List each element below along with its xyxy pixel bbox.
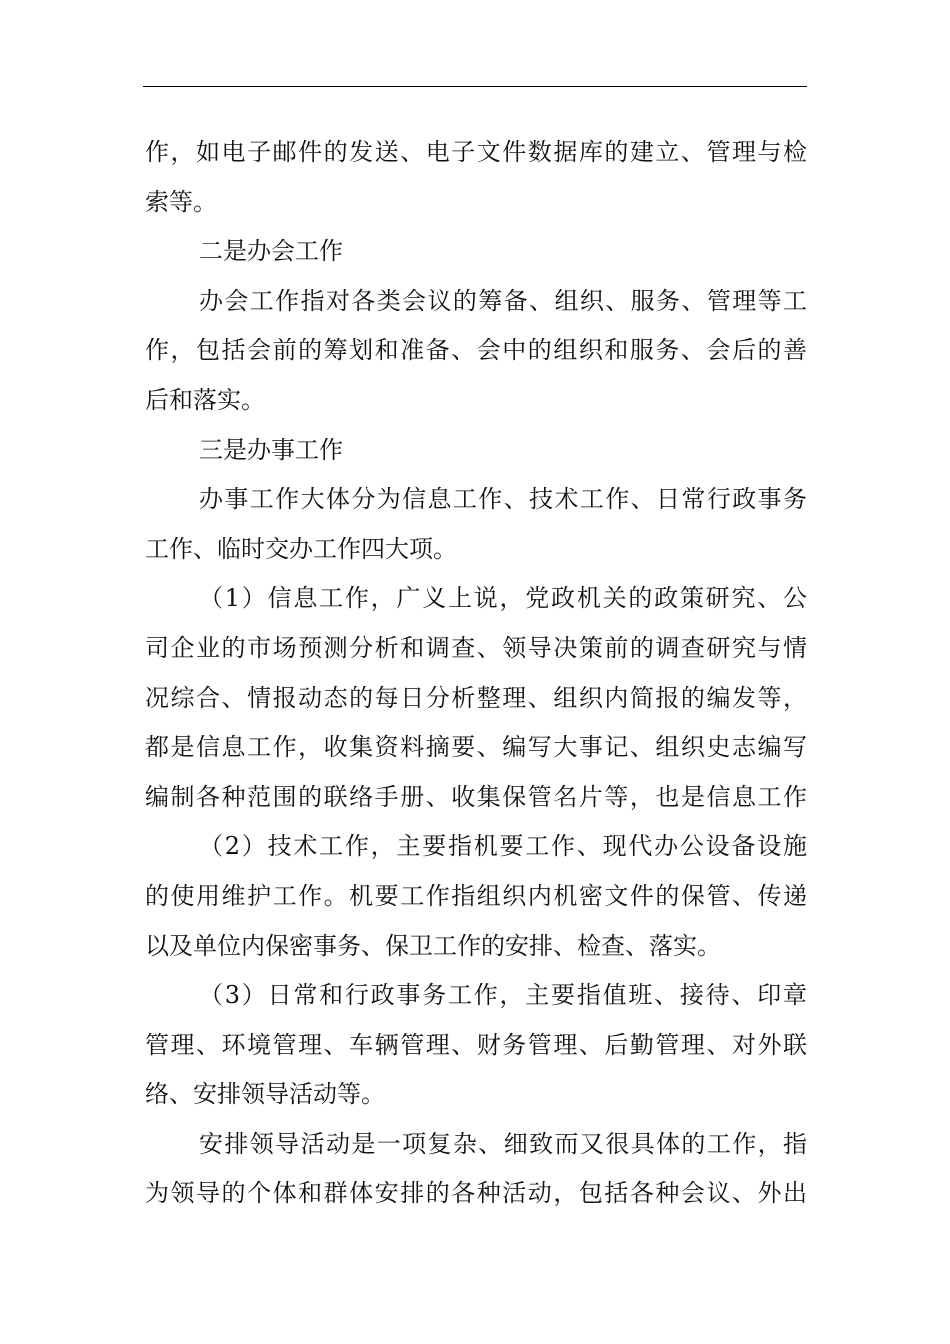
- text-line: （3）日常和行政事务工作，主要指值班、接待、印章: [199, 981, 807, 1010]
- text-line: 以及单位内保密事务、保卫工作的安排、检查、落实。: [145, 931, 721, 960]
- text-line: 况综合、情报动态的每日分析整理、组织内简报的编发等，: [145, 683, 807, 712]
- text-line: 作，如电子邮件的发送、电子文件数据库的建立、管理与检: [145, 138, 807, 166]
- text-line: （2）技术工作，主要指机要工作、现代办公设备设施: [199, 832, 807, 861]
- text-line: 工作、临时交办工作四大项。: [145, 534, 457, 563]
- text-line: 办会工作指对各类会议的筹备、组织、服务、管理等工: [199, 286, 807, 315]
- text-line: 二是办会工作: [199, 237, 343, 266]
- header-rule: [143, 86, 807, 87]
- text-line: 作，包括会前的筹划和准备、会中的组织和服务、会后的善: [145, 336, 807, 365]
- text-line: 为领导的个体和群体安排的各种活动，包括各种会议、外出: [145, 1179, 807, 1208]
- text-line: 管理、环境管理、车辆管理、财务管理、后勤管理、对外联: [145, 1030, 807, 1059]
- document-body: [145, 128, 807, 1219]
- text-line: 络、安排领导活动等。: [145, 1080, 385, 1109]
- text-line: 办事工作大体分为信息工作、技术工作、日常行政事务: [199, 485, 807, 514]
- text-line: 的使用维护工作。机要工作指组织内机密文件的保管、传递: [145, 881, 807, 910]
- text-line: 司企业的市场预测分析和调查、领导决策前的调查研究与情: [145, 633, 807, 662]
- text-line: 索等。: [145, 187, 217, 216]
- text-line: 都是信息工作，收集资料摘要、编写大事记、组织史志编写: [145, 733, 807, 762]
- text-line: （1）信息工作，广义上说，党政机关的政策研究、公: [199, 584, 807, 613]
- text-line: 编制各种范围的联络手册、收集保管名片等，也是信息工作: [145, 782, 807, 811]
- text-line: 安排领导活动是一项复杂、细致而又很具体的工作，指: [199, 1129, 807, 1158]
- text-line: 三是办事工作: [199, 435, 343, 464]
- text-line: 后和落实。: [145, 385, 265, 414]
